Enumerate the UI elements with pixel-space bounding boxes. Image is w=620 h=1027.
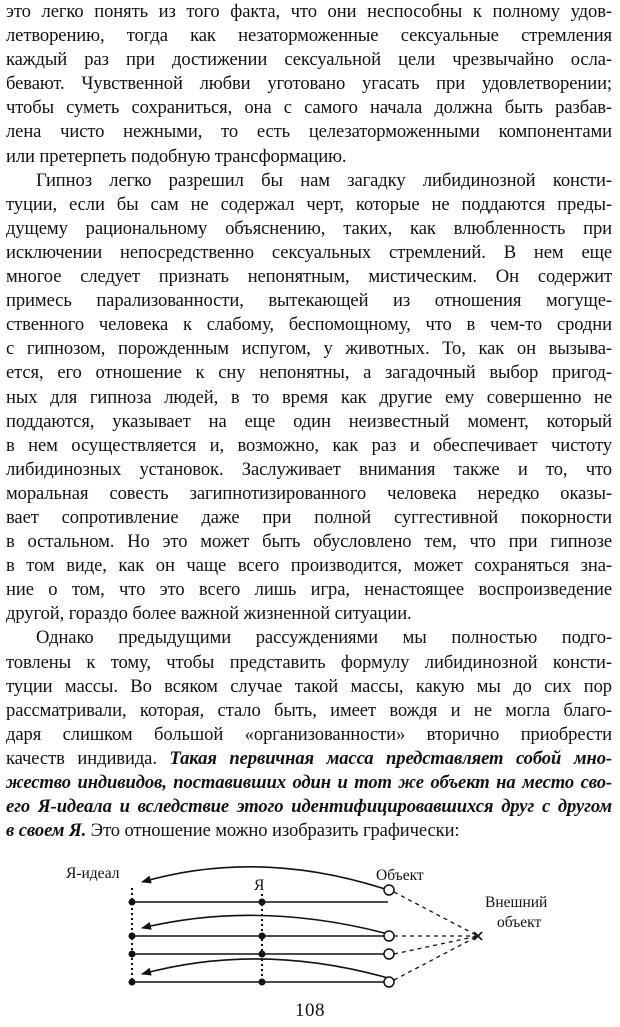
italic-text: его Я-идеала и вследствие этого идентифицировавшихся друг с другом <box>6 796 612 818</box>
external-object-label-2: объект <box>497 914 542 931</box>
ego-label: Я <box>254 877 265 894</box>
text-line: поддаются, указывает на еще один неизвестный момент, который <box>6 410 612 432</box>
text-line: примесь парализованности, вытекающей из отношения могуще- <box>6 290 612 312</box>
ideal-point <box>129 979 136 986</box>
text-line <box>6 819 612 843</box>
text-line: Однако предыдущими рассуждениями мы полностью подго- <box>36 627 612 649</box>
italic-text: в своем Я. <box>6 820 87 842</box>
text-line: либидинозных установок. Заслуживает внимания также и то, что <box>6 458 612 480</box>
text-line: с гипнозом, порожденным испугом, у животных. То, как он вызыва- <box>6 338 612 360</box>
text-line <box>6 771 612 795</box>
paragraph-3 <box>6 626 612 843</box>
text-line: другой, гораздо более важной жизненной ситуации. <box>6 603 412 625</box>
page-number: 108 <box>295 1000 325 1021</box>
object-circle <box>384 885 394 895</box>
text-line: бевают. Чувственной любви уготовано угасать при удовлетворении; <box>6 73 612 95</box>
ideal-point <box>129 951 136 958</box>
text-line <box>6 747 612 771</box>
text-line: дущему рациональному объяснению, таких, как влюбленность при <box>6 217 612 239</box>
text-line: Гипноз легко разрешил бы нам загадку либидинозной консти- <box>36 169 612 191</box>
text-line: это легко понять из того факта, что они неспособны к полному удов- <box>6 1 612 22</box>
text-line: летворению, тогда как незаторможенные сексуальные стремления <box>6 25 612 47</box>
external-object-label-1: Внешний <box>485 894 548 911</box>
ego-point <box>259 933 266 940</box>
text-line: или претерпеть подобную трансформацию. <box>6 145 347 167</box>
text-line: ных для гипноза людей, в то время как другие ему совершенно не <box>6 386 612 408</box>
text-line: даря слишком большой «организованности» вторично приобрести <box>6 723 612 745</box>
text-line: чтобы суметь сохраниться, она с самого начала должна быть разбав- <box>6 97 612 119</box>
text-line: каждый раз при достижении сексуальной цели чрезвычайно осла- <box>6 49 612 71</box>
text-segment: качеств индивида. <box>6 747 157 769</box>
text-line: товлены к тому, чтобы представить формулу либидинозной консти- <box>6 651 612 673</box>
text-line: ется, его отношение к сну непонятны, а загадочный выбор пригод- <box>6 362 612 384</box>
libido-diagram <box>0 850 620 990</box>
text-line: туции массы. Во всяком случае такой массы, какую мы до сих пор <box>6 675 612 697</box>
object-label: Объект <box>376 867 424 884</box>
text-line: рассматривали, которая, стало быть, имеет вождя и не могла благо- <box>6 699 612 721</box>
ideal-point <box>129 899 136 906</box>
ego-ideal-label: Я-идеал <box>66 865 120 882</box>
relation-arc <box>142 959 388 978</box>
text-line: в том виде, как он чаще всего производится, может сохраняться зна- <box>6 555 612 577</box>
text-line <box>6 795 612 819</box>
ego-point <box>259 979 266 986</box>
relation-arc <box>142 867 388 890</box>
relation-arc <box>142 915 388 934</box>
ego-point <box>259 899 266 906</box>
object-circle <box>384 931 394 941</box>
text-line: в остальном. Но это может быть обусловлено тем, что при гипнозе <box>6 531 612 553</box>
ideal-point <box>129 933 136 940</box>
text-line: лена чисто нежными, то есть целезаторможенными компонентами <box>6 121 612 143</box>
italic-text: Такая первичная масса представляет собой мно- <box>169 747 612 769</box>
external-rays <box>394 892 478 980</box>
text-segment: Это отношение можно изобразить графически: <box>90 820 460 842</box>
text-line: туции, если бы сам не содержал черт, которые не поддаются преды- <box>6 193 612 215</box>
text-line: в нем осуществляется и, возможно, как раз и обеспечивает чистоту <box>6 434 612 456</box>
object-circle <box>384 949 394 959</box>
ego-point <box>259 951 266 958</box>
text-line: исключении непосредственно сексуальных стремлений. В нем еще <box>6 241 612 263</box>
paragraph-2 <box>6 169 612 627</box>
paragraph-1 <box>6 0 612 169</box>
object-circle <box>384 977 394 987</box>
italic-text: жество индивидов, поставивших один и тот же объект на место сво- <box>6 772 612 793</box>
text-line: ние о том, что это всего лишь игра, ненастоящее воспроизведение <box>6 579 612 601</box>
body-text <box>6 0 612 843</box>
text-line: моральная совесть загипнотизированного человека нередко оказы- <box>6 482 612 504</box>
text-line: вает сопротивление даже при полной суггестивной покорности <box>6 506 612 528</box>
text-line: ственного человека к слабому, беспомощному, что в чем-то сродни <box>6 314 612 336</box>
text-line: многое следует признать непонятным, мистическим. Он содержит <box>6 266 612 288</box>
